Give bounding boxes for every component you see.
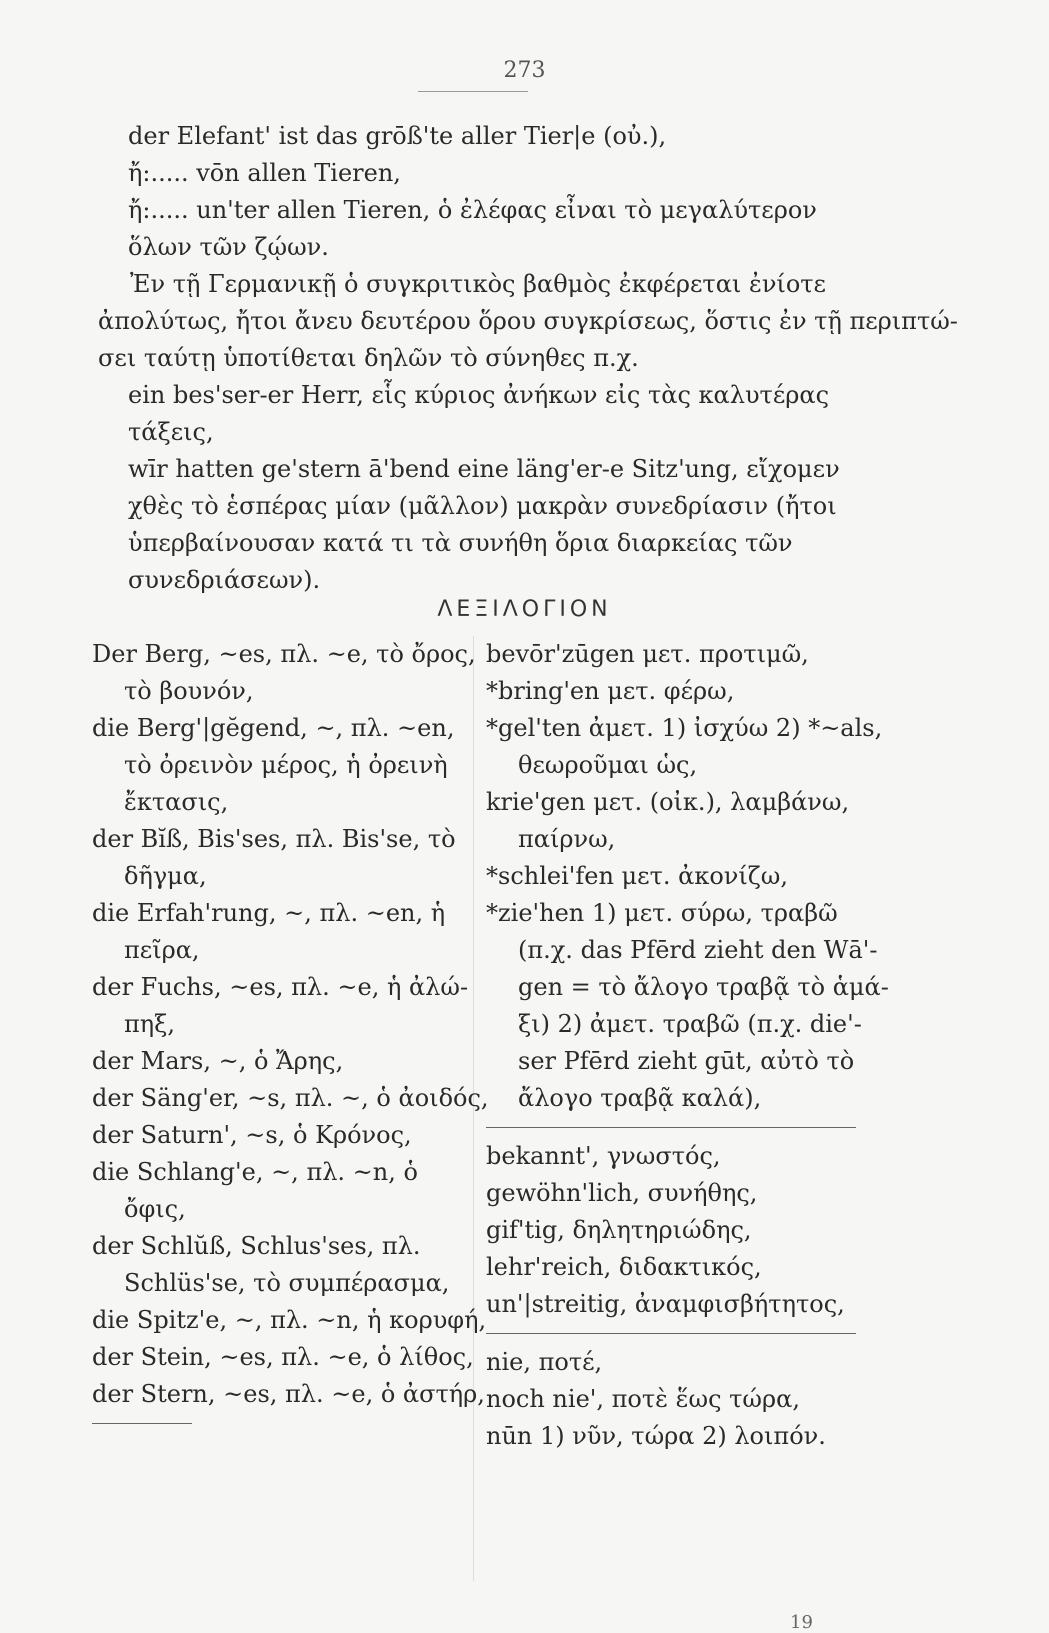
right-group-rule-2	[486, 1333, 856, 1334]
verbs-group	[486, 636, 889, 1117]
verb-entry-headword: *zie'hen 1) μετ. σύρω, τραβῶ	[486, 899, 838, 927]
adjective-entry	[486, 1286, 866, 1323]
noun-entry	[92, 1117, 472, 1154]
noun-entry-headword: der Fuchs, ~es, πλ. ~e, ἡ ἀλώ-	[92, 973, 469, 1001]
adverb-entry	[486, 1418, 866, 1455]
adjective-entry-headword: gewöhn'lich, συνήθης,	[486, 1179, 758, 1207]
noun-entry-headword: die Spitz'e, ~, πλ. ~n, ἡ κορυφή,	[92, 1306, 487, 1334]
intro-line: ἤ:..... un'ter allen Tieren, ὁ ἐλέφας εἶναι τὸ μεγαλύτερον	[128, 196, 817, 224]
intro-line: wīr hatten ge'stern ā'bend eine läng'er-e Sitz'ung, εἴχομεν	[128, 455, 840, 483]
noun-entry-headword: der Säng'er, ~s, πλ. ~, ὁ ἀοιδός,	[92, 1084, 489, 1112]
intro-line: συνεδριάσεων).	[128, 566, 321, 594]
page-number-rule	[418, 91, 528, 92]
noun-entry	[92, 1376, 485, 1413]
page-number: 273	[503, 58, 546, 83]
adjective-entry-headword: lehr'reich, διδακτικός,	[486, 1253, 762, 1281]
noun-entry-continuation: πεῖρα,	[124, 936, 200, 964]
noun-entry	[92, 1080, 489, 1117]
signature-number: 19	[790, 1612, 813, 1633]
noun-entry-continuation: δῆγμα,	[124, 862, 207, 890]
intro-line: ein bes'ser-er Herr, εἷς κύριος ἀνήκων εἰς τὰς καλυτέρας	[128, 381, 830, 409]
noun-entry-continuation: τὸ ὀρεινὸν μέρος, ἡ ὀρεινὴ	[124, 751, 448, 779]
adverb-entry-headword: nie, ποτέ,	[486, 1348, 603, 1376]
verb-entry-headword: *gel'ten ἀμετ. 1) ἰσχύω 2) *~als,	[486, 714, 883, 742]
verb-entry	[486, 895, 889, 1117]
intro-line: χθὲς τὸ ἑσπέρας μίαν (μᾶλλον) μακρὰν συνεδρίασιν (ἤτοι	[128, 492, 837, 520]
vocabulary-left-column	[92, 636, 489, 1434]
section-title: ΛΕΞΙΛΟΓΙΟΝ	[437, 597, 612, 622]
noun-entry-continuation: τὸ βουνόν,	[124, 677, 254, 705]
noun-entry-headword: Der Berg, ~es, πλ. ~e, τὸ ὄρος,	[92, 640, 476, 668]
adverb-entry	[486, 1344, 866, 1381]
adjective-entry	[486, 1249, 866, 1286]
verb-entry	[486, 784, 866, 858]
noun-entry-headword: der Bĭß, Bis'ses, πλ. Bis'se, τὸ	[92, 825, 456, 853]
verb-entry-continuation: παίρνω,	[518, 825, 616, 853]
noun-entry-continuation: Schlüs'se, τὸ συμπέρασμα,	[124, 1269, 450, 1297]
adverbs-group	[486, 1344, 866, 1455]
noun-entry-continuation: ὄφις,	[124, 1195, 186, 1223]
adjective-entry	[486, 1175, 866, 1212]
verb-entry-continuation: θεωροῦμαι ὡς,	[518, 751, 698, 779]
noun-entry	[92, 821, 472, 895]
noun-entry	[92, 895, 472, 969]
adjective-entry-headword: bekannt', γνωστός,	[486, 1142, 721, 1170]
adjective-entry-headword: gif'tig, δηλητηριώδης,	[486, 1216, 752, 1244]
right-group-rule-1	[486, 1127, 856, 1128]
noun-entry	[92, 969, 472, 1043]
noun-entry	[92, 636, 476, 710]
adjectives-group	[486, 1138, 866, 1323]
noun-entry	[92, 710, 472, 821]
verb-entry	[486, 673, 866, 710]
verb-entry	[486, 710, 883, 784]
noun-entry	[92, 1043, 472, 1080]
intro-line: ὅλων τῶν ζῴων.	[128, 233, 329, 261]
verb-entry-headword: *schlei'fen μετ. ἀκονίζω,	[486, 862, 788, 890]
intro-line: der Elefant' ist das grōß'te aller Tier|e (οὐ.),	[128, 122, 667, 150]
left-entries	[92, 636, 489, 1413]
noun-entry	[92, 1302, 487, 1339]
adjective-entry	[486, 1138, 866, 1175]
verb-entry-headword: krie'gen μετ. (οἰκ.), λαμβάνω,	[486, 788, 850, 816]
noun-entry-headword: der Schlŭß, Schlus'ses, πλ.	[92, 1232, 421, 1260]
verb-entry-continuation: ser Pfērd zieht gūt, αὐτὸ τὸ	[518, 1047, 855, 1075]
verb-entry-headword: bevōr'zūgen μετ. προτιμῶ,	[486, 640, 809, 668]
adjective-entry-headword: un'|streitig, ἀναμφισβήτητος,	[486, 1290, 845, 1318]
noun-entry	[92, 1154, 472, 1228]
noun-entry	[92, 1339, 472, 1376]
verb-entry-continuation: gen = τὸ ἄλογο τραβᾷ τὸ ἁμά-	[518, 973, 889, 1001]
adverb-entry-headword: nūn 1) νῦν, τώρα 2) λοιπόν.	[486, 1422, 826, 1450]
intro-line: τάξεις,	[128, 418, 214, 446]
noun-entry-headword: die Berg'|gĕgend, ~, πλ. ~en,	[92, 714, 455, 742]
verb-entry-headword: *bring'en μετ. φέρω,	[486, 677, 735, 705]
noun-entry-headword: der Stern, ~es, πλ. ~e, ὁ ἀστήρ,	[92, 1380, 485, 1408]
adverb-entry-headword: noch nie', ποτὲ ἕως τώρα,	[486, 1385, 800, 1413]
noun-entry	[92, 1228, 472, 1302]
noun-entry-headword: die Schlang'e, ~, πλ. ~n, ὁ	[92, 1158, 418, 1186]
intro-line: Ἐν τῇ Γερμανικῇ ὁ συγκριτικὸς βαθμὸς ἐκφέρεται ἐνίοτε	[130, 270, 826, 298]
adjective-entry	[486, 1212, 866, 1249]
left-end-rule	[92, 1423, 192, 1424]
verb-entry	[486, 858, 866, 895]
verb-entry	[486, 636, 866, 673]
verb-entry-continuation: ἄλογο τραβᾷ καλά),	[518, 1084, 762, 1112]
noun-entry-continuation: πηξ,	[124, 1010, 175, 1038]
noun-entry-headword: der Saturn', ~s, ὁ Κρόνος,	[92, 1121, 412, 1149]
intro-line: σει ταύτῃ ὑποτίθεται δηλῶν τὸ σύνηθες π.χ.	[98, 344, 639, 372]
noun-entry-headword: der Stein, ~es, πλ. ~e, ὁ λίθος,	[92, 1343, 474, 1371]
intro-line: ἀπολύτως, ἤτοι ἄνευ δευτέρου ὅρου συγκρίσεως, ὅστις ἐν τῇ περιπτώ-	[98, 307, 958, 335]
noun-entry-headword: der Mars, ~, ὁ Ἄρης,	[92, 1047, 344, 1075]
noun-entry-continuation: ἔκτασις,	[124, 788, 229, 816]
verb-entry-continuation: ξι) 2) ἀμετ. τραβῶ (π.χ. die'-	[518, 1010, 862, 1038]
intro-line: ἤ:..... vōn allen Tieren,	[128, 159, 401, 187]
adverb-entry	[486, 1381, 866, 1418]
vocabulary-right-column	[486, 636, 889, 1455]
noun-entry-headword: die Erfah'rung, ~, πλ. ~en, ἡ	[92, 899, 446, 927]
verb-entry-continuation: (π.χ. das Pfērd zieht den Wā'-	[518, 936, 878, 964]
intro-line: ὑπερβαίνουσαν κατά τι τὰ συνήθη ὅρια διαρκείας τῶν	[128, 529, 793, 557]
